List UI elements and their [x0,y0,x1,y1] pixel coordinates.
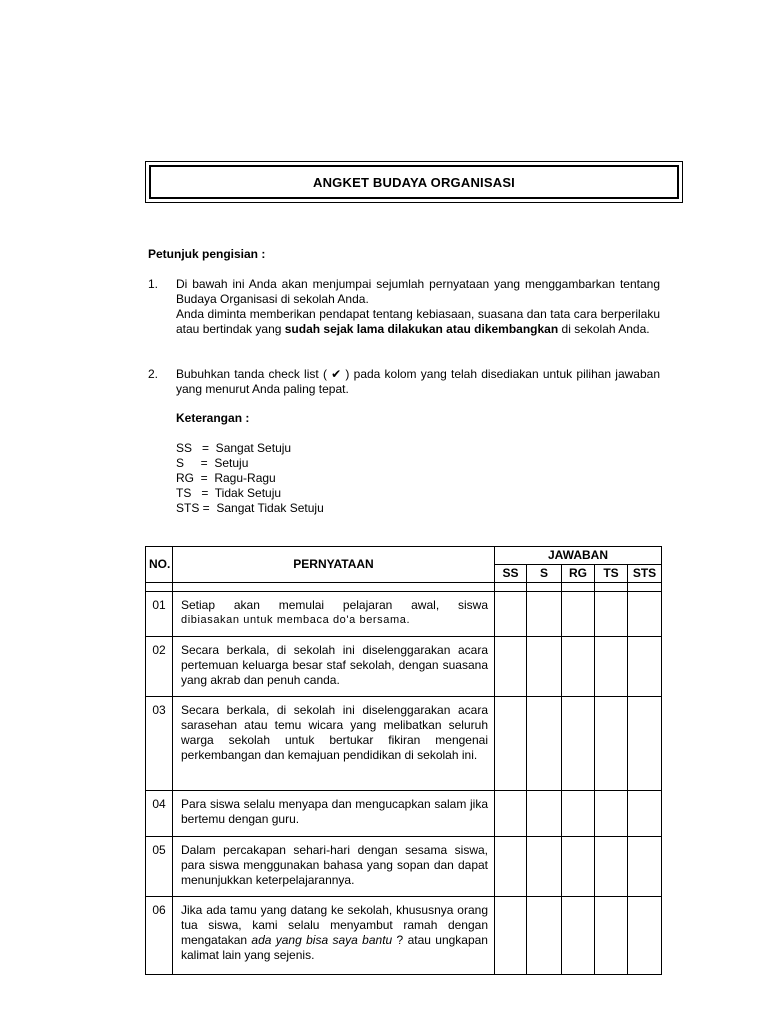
answer-cell-ss[interactable] [495,697,527,791]
header-option-s: S [527,565,562,583]
header-answer: JAWABAN [495,547,662,565]
table-row [146,592,662,637]
row-statement: Secara berkala, di sekolah ini diselenggarakan acara sarasehan atau temu wicara yang melibatkan seluruh warga sekolah untuk bertukar fikiran mengenai perkembangan dan kemajuan pendidikan di sekolah ini. [173,697,495,791]
table-row [146,791,662,837]
answer-cell-rg[interactable] [562,837,595,897]
answer-cell-rg[interactable] [562,592,595,637]
instruction-item-1 [148,277,660,337]
row-number: 02 [146,637,173,697]
row-number: 04 [146,791,173,837]
item-number: 2. [148,367,159,381]
row-statement: Jika ada tamu yang datang ke sekolah, khususnya orang tua siswa, kami selalu menyambut ramah dengan mengatakan ada yang bisa saya bantu ? atau ungkapan kalimat lain yang sejenis. [173,897,495,975]
legend-item: STS = Sangat Tidak Setuju [176,501,324,515]
check-mark-icon: ✔ [331,367,342,381]
header-option-rg: RG [562,565,595,583]
answer-cell-rg[interactable] [562,897,595,975]
answer-cell-ss[interactable] [495,897,527,975]
table-row [146,697,662,791]
header-option-sts: STS [628,565,662,583]
answer-cell-ts[interactable] [595,837,628,897]
header-option-ss: SS [495,565,527,583]
row-number: 06 [146,897,173,975]
answer-cell-ss[interactable] [495,592,527,637]
answer-cell-sts[interactable] [628,697,662,791]
header-option-ts: TS [595,565,628,583]
answer-cell-sts[interactable] [628,637,662,697]
header-no: NO. [146,547,173,583]
emphasis-text: sudah sejak lama dilakukan atau dikembangkan [284,322,559,336]
answer-cell-ts[interactable] [595,637,628,697]
row-number: 01 [146,592,173,637]
table-row [146,837,662,897]
answer-cell-sts[interactable] [628,791,662,837]
answer-cell-ss[interactable] [495,637,527,697]
answer-cell-s[interactable] [527,637,562,697]
answer-cell-rg[interactable] [562,791,595,837]
spacer-row [146,583,662,592]
answer-cell-rg[interactable] [562,697,595,791]
answer-cell-ts[interactable] [595,791,628,837]
answer-cell-s[interactable] [527,697,562,791]
row-statement: Secara berkala, di sekolah ini diselenggarakan acara pertemuan keluarga besar staf sekolah, dengan suasana yang akrab dan penuh canda. [173,637,495,697]
header-statement: PERNYATAAN [173,547,495,583]
instructions-heading: Petunjuk pengisian : [148,247,266,261]
italic-phrase: ada yang bisa saya bantu [251,933,393,947]
answer-cell-sts[interactable] [628,592,662,637]
answer-cell-s[interactable] [527,791,562,837]
item-text: Bubuhkan tanda check list ( ✔ ) pada kolom yang telah disediakan untuk pilihan jawaban yang menurut Anda paling tepat. [176,367,660,396]
row-statement: Dalam percakapan sehari-hari dengan sesama siswa, para siswa menggunakan bahasa yang sopan dan dapat menunjukkan keterpelajarannya. [173,837,495,897]
legend-item: S = Setuju [176,456,249,470]
keterangan-heading: Keterangan : [176,411,250,425]
legend-item: TS = Tidak Setuju [176,486,282,500]
item-number: 1. [148,277,159,291]
table-header-row [146,547,662,565]
answer-cell-ss[interactable] [495,837,527,897]
row-statement: Para siswa selalu menyapa dan mengucapkan salam jika bertemu dengan guru. [173,791,495,837]
document-title: ANGKET BUDAYA ORGANISASI [149,165,679,199]
item-text-2: Anda diminta memberikan pendapat tentang kebiasaan, suasana dan tata cara berperilaku atau bertindak yang sudah sejak lama dilakukan atau dikembangkan di sekolah Anda. [176,307,660,336]
item-text: Di bawah ini Anda akan menjumpai sejumlah pernyataan yang menggambarkan tentang Budaya Organisasi di sekolah Anda. [176,277,660,306]
answer-cell-ts[interactable] [595,697,628,791]
row-number: 05 [146,837,173,897]
answer-cell-ss[interactable] [495,791,527,837]
answer-cell-ts[interactable] [595,592,628,637]
answer-cell-rg[interactable] [562,637,595,697]
legend-item: RG = Ragu-Ragu [176,471,276,485]
table-row [146,637,662,697]
answer-cell-sts[interactable] [628,837,662,897]
answer-cell-s[interactable] [527,837,562,897]
instruction-item-2 [148,367,660,397]
legend [176,441,324,516]
row-statement: Setiap akan memulai pelajaran awal, siswa dibiasakan untuk membaca do'a bersama. [173,592,495,637]
table-row [146,897,662,975]
title-box [145,161,683,203]
questionnaire-table [145,546,662,975]
answer-cell-sts[interactable] [628,897,662,975]
answer-cell-s[interactable] [527,897,562,975]
legend-item: SS = Sangat Setuju [176,441,292,455]
answer-cell-s[interactable] [527,592,562,637]
answer-cell-ts[interactable] [595,897,628,975]
row-number: 03 [146,697,173,791]
